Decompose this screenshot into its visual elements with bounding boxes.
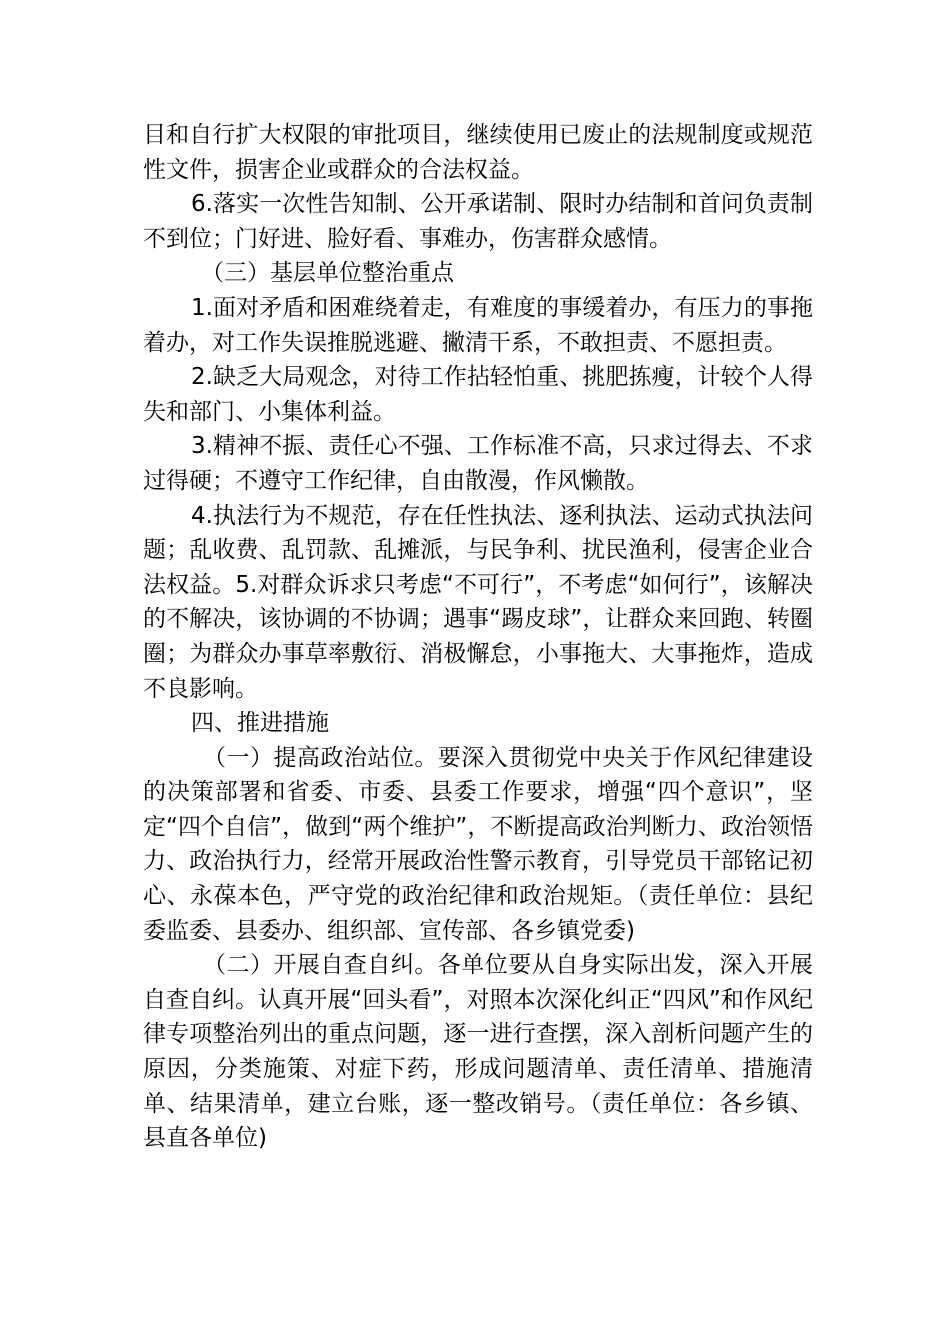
- paragraph-item-6: 6.落实一次性告知制、公开承诺制、限时办结制和首问负责制不到位；门好进、脸好看、事难办，伤害群众感情。: [143, 191, 813, 252]
- paragraph-item-2: 2.缺乏大局观念，对待工作拈轻怕重、挑肥拣瘦，计较个人得失和部门、小集体利益。: [143, 364, 813, 425]
- paragraph-continuation: 目和自行扩大权限的审批项目，继续使用已废止的法规制度或规范性文件，损害企业或群众的合法权益。: [143, 122, 813, 183]
- paragraph-measure-2: （二）开展自查自纠。各单位要从自身实际出发，深入开展自查自纠。认真开展“回头看”，对照本次深化纠正“四风”和作风纪律专项整治列出的重点问题，逐一进行查摆，深入剖析问题产生的原因，分类施策、对症下药，形成问题清单、责任清单、措施清单、结果清单，建立台账，逐一整改销号。（责任单位：各乡镇、县直各单位): [143, 952, 813, 1152]
- paragraph-item-3: 3.精神不振、责任心不强、工作标准不高，只求过得去、不求过得硬；不遵守工作纪律，自由散漫，作风懒散。: [143, 433, 813, 494]
- paragraph-measure-1: （一）提高政治站位。要深入贯彻党中央关于作风纪律建设的决策部署和省委、市委、县委工作要求，增强“四个意识”，坚定“四个自信”，做到“两个维护”，不断提高政治判断力、政治领悟力、政治执行力，经常开展政治性警示教育，引导党员干部铭记初心、永葆本色，严守党的政治纪律和政治规矩。（责任单位：县纪委监委、县委办、组织部、宣传部、各乡镇党委): [143, 744, 813, 944]
- section-heading-measures: 四、推进措施: [191, 710, 329, 737]
- document-page: [143, 118, 813, 1156]
- paragraph-item-1: 1.面对矛盾和困难绕着走，有难度的事缓着办，有压力的事拖着办，对工作失误推脱逃避、撇清干系，不敢担责、不愿担责。: [143, 294, 813, 356]
- paragraph-item-4-5: 4.执法行为不规范，存在任性执法、逐利执法、运动式执法问题；乱收费、乱罚款、乱摊派，与民争利、扰民渔利，侵害企业合法权益。5.对群众诉求只考虑“不可行”，不考虑“如何行”，该解决的不解决，该协调的不协调；遇事“踢皮球”，让群众来回跑、转圈圈；为群众办事草率敷衍、消极懈怠，小事拖大、大事拖炸，造成不良影响。: [143, 502, 813, 702]
- section-heading-grassroots: （三）基层单位整治重点: [201, 260, 454, 287]
